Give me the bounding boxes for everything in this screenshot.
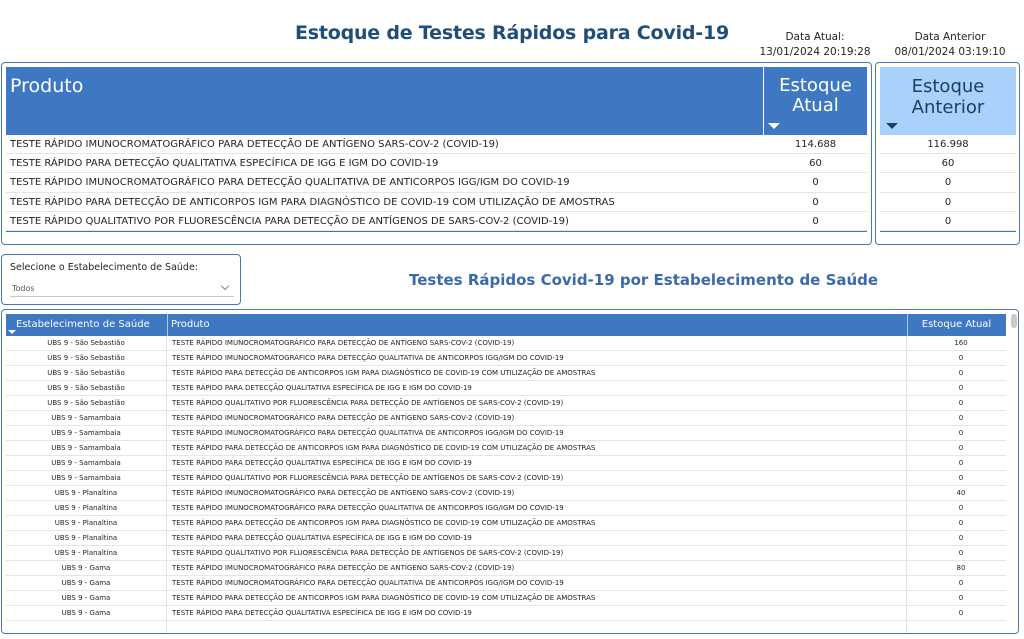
produto-cell: TESTE RÁPIDO PARA DETECÇÃO DE ANTICORPOS IGM PARA DIAGNÓSTICO DE COVID-19 COM UTILIZAÇÃO DE AMOSTRAS [10,196,615,208]
table-bottom-line [6,231,867,232]
estoque-cell: 0 [958,429,964,437]
data-anterior-value: 08/01/2024 03:19:10 [894,46,1006,58]
estoque-atual-cell: 60 [809,158,822,170]
estabelecimento-cell: UBS 9 - Planaltina [54,534,118,542]
table-row[interactable] [6,516,1006,531]
table-row[interactable] [6,212,867,231]
estoque-cell: 0 [958,609,964,617]
anterior-table [875,62,1020,245]
col-header-produto[interactable] [6,67,763,135]
produto-cell: TESTE RÁPIDO PARA DETECÇÃO DE ANTICORPOS IGM PARA DIAGNÓSTICO DE COVID-19 COM UTILIZAÇÃO DE AMOSTRAS [172,594,596,602]
estoque-cell: 40 [956,489,966,497]
estabelecimento-cell: UBS 9 - Planaltina [54,519,118,527]
chevron-down-icon[interactable] [221,282,229,290]
estoque-cell: 160 [954,339,968,347]
table-row[interactable] [880,212,1016,231]
estoque-cell: 0 [958,414,964,422]
header-divider [167,314,168,336]
estoque-cell: 0 [958,444,964,452]
table-row[interactable] [6,606,1006,621]
produto-cell: TESTE RÁPIDO IMUNOCROMATOGRÁFICO PARA DETECÇÃO QUALITATIVA DE ANTICORPOS IGG/IGM DO COVID-19 [172,504,564,512]
estoque-atual-cell: 0 [812,196,819,208]
produto-cell: TESTE RÁPIDO IMUNOCROMATOGRÁFICO PARA DETECÇÃO QUALITATIVA DE ANTICORPOS IGG/IGM DO COVID-19 [172,354,564,362]
estoque-anterior-cell: 60 [941,158,955,170]
table-row[interactable] [6,591,1006,606]
estabelecimento-dropdown[interactable] [10,281,234,297]
estoque-anterior-cell: 0 [944,177,952,189]
table-row[interactable] [6,471,1006,486]
col-header-produto-label: Produto [10,75,84,97]
estabelecimento-cell: UBS 9 - Gama [61,564,111,572]
table-row[interactable] [880,154,1016,173]
estoque-cell: 0 [958,519,964,527]
table-row[interactable] [6,193,867,212]
data-atual-label: Data Atual: [785,31,845,43]
table-row[interactable] [6,426,1006,441]
produto-cell: TESTE RÁPIDO IMUNOCROMATOGRÁFICO PARA DETECÇÃO QUALITATIVA DE ANTICORPOS IGG/IGM DO COVID-19 [172,429,564,437]
section-title: Testes Rápidos Covid-19 por Estabelecimento de Saúde [409,271,879,289]
estabelecimento-cell: UBS 9 - São Sebastião [47,399,125,407]
estoque-cell: 0 [958,459,964,467]
estabelecimento-cell: UBS 9 - São Sebastião [47,339,125,347]
estoque-cell: 0 [958,399,964,407]
produto-cell: TESTE RÁPIDO PARA DETECÇÃO QUALITATIVA ESPECÍFICA DE IGG E IGM DO COVID-19 [172,609,472,617]
table-row[interactable] [880,135,1016,154]
table-row[interactable] [6,441,1006,456]
estoque-cell: 0 [958,549,964,557]
produto-cell: TESTE RÁPIDO PARA DETECÇÃO QUALITATIVA ESPECÍFICA DE IGG E IGM DO COVID-19 [10,158,439,170]
estoque-cell: 0 [958,354,964,362]
estab-rows [6,336,1006,634]
produto-cell: TESTE RÁPIDO QUALITATIVO POR FLUORESCÊNCIA PARA DETECÇÃO DE ANTÍGENOS DE SARS-COV-2 (COVID-19) [10,215,569,227]
col-header-estoque-anterior[interactable] [880,67,1016,135]
table-row[interactable] [6,456,1006,471]
estabelecimento-cell: UBS 9 - Samambaia [51,429,121,437]
estabelecimento-cell: UBS 9 - Planaltina [54,504,118,512]
estabelecimento-cell: UBS 9 - Samambaia [51,459,121,467]
slicer-label: Selecione o Estabelecimento de Saúde: [10,262,198,273]
table-row[interactable] [6,351,1006,366]
col-header-estoque-atual[interactable] [764,67,867,135]
estabelecimento-cell: UBS 9 - São Sebastião [47,384,125,392]
estabelecimento-cell: UBS 9 - Samambaia [51,474,121,482]
estab-table-header [6,314,1006,336]
anterior-rows [880,135,1016,231]
produto-cell: TESTE RÁPIDO PARA DETECÇÃO DE ANTICORPOS IGM PARA DIAGNÓSTICO DE COVID-19 COM UTILIZAÇÃO DE AMOSTRAS [172,519,596,527]
data-anterior [888,30,1012,60]
table-row[interactable] [6,531,1006,546]
table-bottom-line [880,231,1016,232]
estoque-anterior-cell: 0 [944,196,952,208]
table-row[interactable] [6,546,1006,561]
estoque-atual-cell: 114.688 [794,139,837,150]
produto-cell: TESTE RÁPIDO IMUNOCROMATOGRÁFICO PARA DETECÇÃO QUALITATIVA DE ANTICORPOS IGG/IGM DO COVID-19 [10,177,570,189]
produto-cell: TESTE RÁPIDO PARA DETECÇÃO QUALITATIVA ESPECÍFICA DE IGG E IGM DO COVID-19 [172,384,472,392]
data-atual-value: 13/01/2024 20:19:28 [759,46,871,58]
vertical-scrollbar[interactable] [1011,314,1017,328]
produto-cell: TESTE RÁPIDO PARA DETECÇÃO DE ANTICORPOS IGM PARA DIAGNÓSTICO DE COVID-19 COM UTILIZAÇÃO DE AMOSTRAS [172,444,596,452]
produto-cell: TESTE RÁPIDO IMUNOCROMATOGRÁFICO PARA DETECÇÃO QUALITATIVA DE ANTICORPOS IGG/IGM DO COVID-19 [172,579,564,587]
col-header-estoque-atual-label-1: Estoque [779,75,852,96]
table-row[interactable] [880,173,1016,192]
estoque-cell: 0 [958,594,964,602]
estabelecimento-cell: UBS 9 - São Sebastião [47,354,125,362]
estoque-cell: 0 [958,534,964,542]
col-header-estoque-atual-label-2: Atual [792,95,839,116]
produto-cell: TESTE RÁPIDO QUALITATIVO POR FLUORESCÊNCIA PARA DETECÇÃO DE ANTÍGENOS DE SARS-COV-2 (COVID-19) [172,399,564,407]
estoque-atual-cell: 0 [812,177,819,189]
table-row[interactable] [6,135,867,154]
produto-cell: TESTE RÁPIDO IMUNOCROMATOGRÁFICO PARA DETECÇÃO DE ANTÍGENO SARS-COV-2 (COVID-19) [172,414,515,422]
estabelecimento-cell: UBS 9 - Gama [61,594,111,602]
produto-cell: TESTE RÁPIDO IMUNOCROMATOGRÁFICO PARA DETECÇÃO DE ANTÍGENO SARS-COV-2 (COVID-19) [172,339,515,347]
produto-cell: TESTE RÁPIDO PARA DETECÇÃO QUALITATIVA ESPECÍFICA DE IGG E IGM DO COVID-19 [172,459,472,467]
data-anterior-label: Data Anterior [914,31,986,43]
table-row[interactable] [880,193,1016,212]
sort-down-icon[interactable] [8,330,16,334]
produtos-rows [6,135,867,231]
table-row[interactable] [6,381,1006,396]
estoque-anterior-cell: 0 [944,215,952,227]
table-row[interactable] [6,561,1006,576]
estoque-anterior-cell: 116.998 [927,139,969,150]
table-row[interactable] [6,154,867,173]
dropdown-value: Todos [12,284,35,293]
table-row[interactable] [6,336,1006,351]
estoque-cell: 0 [958,579,964,587]
produto-cell: TESTE RÁPIDO QUALITATIVO POR FLUORESCÊNCIA PARA DETECÇÃO DE ANTÍGENOS DE SARS-COV-2 (COVID-19) [172,549,564,557]
data-atual [752,30,878,60]
estoque-cell: 0 [958,474,964,482]
estabelecimento-cell: UBS 9 - Samambaia [51,414,121,422]
page-title: Estoque de Testes Rápidos para Covid-19 [294,22,730,44]
estabelecimento-cell: UBS 9 - Planaltina [54,549,118,557]
col-header-estoque[interactable]: Estoque Atual [921,319,992,330]
produto-cell: TESTE RÁPIDO IMUNOCROMATOGRÁFICO PARA DETECÇÃO DE ANTÍGENO SARS-COV-2 (COVID-19) [172,564,515,572]
estabelecimento-cell: UBS 9 - Samambaia [51,444,121,452]
estabelecimento-cell: UBS 9 - Gama [61,609,111,617]
col-header-estoque-anterior-label-1: Estoque [911,76,985,97]
produto-cell: TESTE RÁPIDO IMUNOCROMATOGRÁFICO PARA DETECÇÃO DE ANTÍGENO SARS-COV-2 (COVID-19) [172,489,515,497]
col-header-produto[interactable]: Produto [171,319,210,330]
estoque-cell: 0 [958,504,964,512]
produto-cell: TESTE RÁPIDO PARA DETECÇÃO DE ANTICORPOS IGM PARA DIAGNÓSTICO DE COVID-19 COM UTILIZAÇÃO DE AMOSTRAS [172,369,596,377]
sort-down-icon[interactable] [768,123,780,129]
produto-cell: TESTE RÁPIDO IMUNOCROMATOGRÁFICO PARA DETECÇÃO DE ANTÍGENO SARS-COV-2 (COVID-19) [10,139,499,150]
table-row[interactable] [6,576,1006,591]
estabelecimento-cell: UBS 9 - Gama [61,579,111,587]
table-row[interactable] [6,501,1006,516]
estabelecimento-cell: UBS 9 - São Sebastião [47,369,125,377]
produto-cell: TESTE RÁPIDO PARA DETECÇÃO QUALITATIVA ESPECÍFICA DE IGG E IGM DO COVID-19 [172,534,472,542]
table-row[interactable] [6,396,1006,411]
estoque-cell: 80 [956,564,966,572]
produtos-table [1,62,872,245]
table-row[interactable] [6,486,1006,501]
estoque-cell: 0 [958,384,964,392]
col-header-estabelecimento[interactable]: Estabelecimento de Saúde [16,319,150,330]
estabelecimento-slicer [1,254,241,305]
sort-down-icon[interactable] [886,123,898,129]
estabelecimento-cell: UBS 9 - Planaltina [54,489,118,497]
estoque-cell: 0 [958,369,964,377]
estabelecimento-table [1,309,1019,634]
estoque-atual-cell: 0 [812,215,819,227]
table-row[interactable] [6,411,1006,426]
table-row[interactable] [6,173,867,192]
produto-cell: TESTE RÁPIDO QUALITATIVO POR FLUORESCÊNCIA PARA DETECÇÃO DE ANTÍGENOS DE SARS-COV-2 (COVID-19) [172,474,564,482]
col-header-estoque-anterior-label-2: Anterior [911,97,985,118]
table-row[interactable] [6,366,1006,381]
